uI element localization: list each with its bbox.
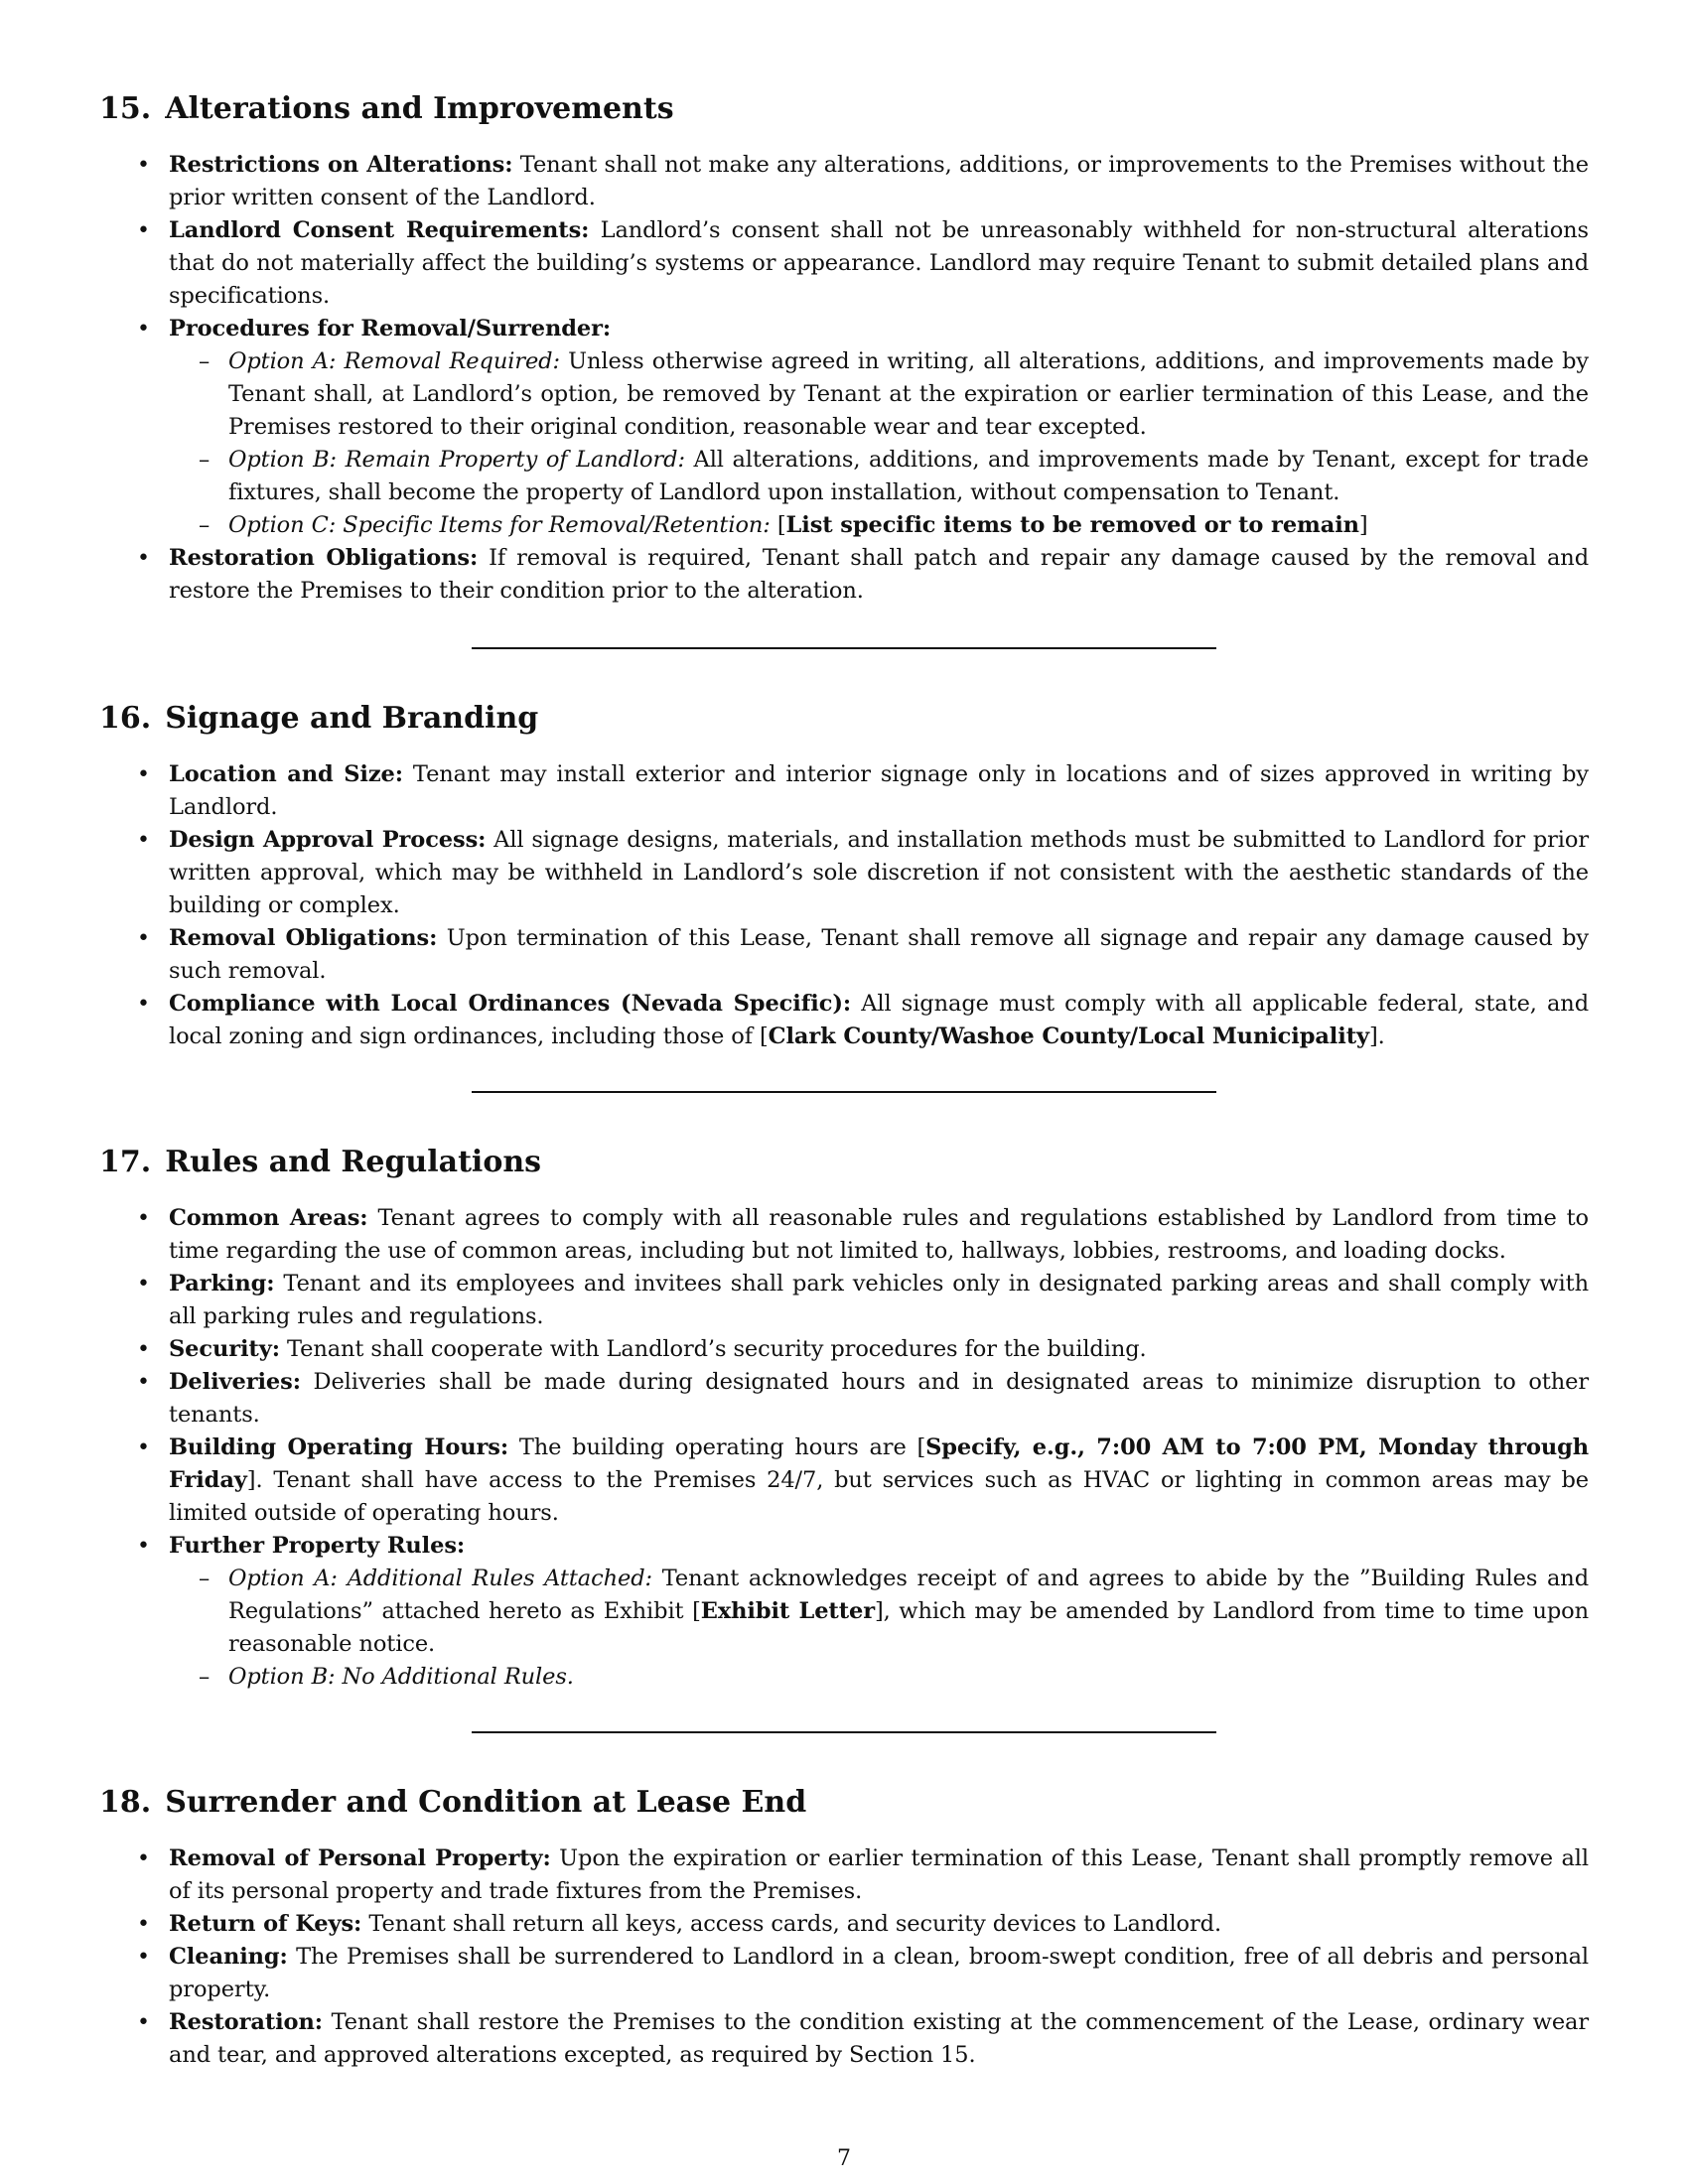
- item-text: Tenant shall restore the Premises to the condition existing at the commencement of the Lease, ordinary wear and tear, and approved alterations excepted, as required by Section 15.: [169, 2009, 1589, 2068]
- option-item: [169, 444, 1589, 509]
- document-page: [99, 91, 1589, 2072]
- list-item: [99, 2006, 1589, 2072]
- bullet-list: [99, 149, 1589, 608]
- item-text: Tenant agrees to comply with all reasonable rules and regulations established by Landlord from time to time regarding the use of common areas, including but not limited to, hallways, lobbies, restrooms, and loading docks.: [169, 1205, 1589, 1264]
- page-number: 7: [837, 2146, 851, 2171]
- item-label: Further Property Rules:: [169, 1533, 466, 1559]
- item-text: The Premises shall be surrendered to Landlord in a clean, broom-swept condition, free of all debris and personal property.: [169, 1944, 1589, 2002]
- option-label: Option B: No Additional Rules.: [228, 1664, 574, 1690]
- option-item: [169, 509, 1589, 542]
- section-heading: [99, 1785, 1589, 1821]
- option-label: Option A: Removal Required:: [228, 348, 560, 374]
- list-item: [99, 313, 1589, 542]
- item-label: Procedures for Removal/Surrender:: [169, 316, 612, 341]
- option-list: [169, 345, 1589, 542]
- option-text-after: ]: [1358, 512, 1368, 538]
- item-text: If removal is required, Tenant shall patch and repair any damage caused by the removal and restore the Premises to their condition prior to the alteration.: [169, 545, 1589, 604]
- section-heading: [99, 1145, 1589, 1180]
- item-text: All signage must comply with all applicable federal, state, and local zoning and sign ordinances, including those of [: [169, 991, 1590, 1049]
- section-heading: [99, 701, 1589, 737]
- section-16: [99, 701, 1589, 1053]
- list-item: [99, 1202, 1589, 1268]
- bullet-list: [99, 1202, 1589, 1694]
- list-item: [99, 1333, 1589, 1366]
- list-item: [99, 922, 1589, 988]
- item-text: Tenant and its employees and invitees shall park vehicles only in designated parking areas and shall comply with all parking rules and regulations.: [169, 1271, 1589, 1329]
- list-item: [99, 542, 1589, 608]
- item-label: Deliveries:: [169, 1369, 301, 1395]
- item-label: Restrictions on Alterations:: [169, 152, 513, 178]
- item-label: Building Operating Hours:: [169, 1434, 509, 1460]
- placeholder-field: Clark County/Washoe County/Local Municipality: [768, 1024, 1369, 1049]
- list-item: [99, 824, 1589, 922]
- item-label: Common Areas:: [169, 1205, 368, 1231]
- section-18: [99, 1785, 1589, 2072]
- section-15: [99, 91, 1589, 608]
- item-text-after: ].: [1368, 1024, 1385, 1049]
- option-label: Option B: Remain Property of Landlord:: [228, 447, 685, 473]
- item-label: Landlord Consent Requirements:: [169, 217, 590, 243]
- item-label: Design Approval Process:: [169, 827, 487, 853]
- item-text: Tenant may install exterior and interior signage only in locations and of sizes approved in writing by Landlord.: [169, 761, 1589, 820]
- list-item: [99, 149, 1589, 214]
- section-heading: [99, 91, 1589, 127]
- item-text: Tenant shall not make any alterations, additions, or improvements to the Premises without the prior written consent of the Landlord.: [169, 152, 1589, 210]
- section-title: Surrender and Condition at Lease End: [165, 1785, 807, 1820]
- section-number: 18.: [99, 1785, 152, 1820]
- section-number: 15.: [99, 91, 152, 126]
- item-label: Security:: [169, 1336, 280, 1362]
- section-17: [99, 1145, 1589, 1694]
- list-item: [99, 214, 1589, 313]
- item-text: Upon the expiration or earlier termination of this Lease, Tenant shall promptly remove all of its personal property and trade fixtures from the Premises.: [169, 1845, 1589, 1904]
- item-label: Location and Size:: [169, 761, 403, 787]
- item-text: All signage designs, materials, and installation methods must be submitted to Landlord for prior written approval, which may be withheld in Landlord’s sole discretion if not consistent with the aesthetic standards of the building or complex.: [169, 827, 1590, 918]
- placeholder-field: List specific items to be removed or to remain: [785, 512, 1359, 538]
- list-item: [99, 1530, 1589, 1694]
- item-label: Cleaning:: [169, 1944, 288, 1970]
- section-title: Rules and Regulations: [165, 1145, 542, 1179]
- list-item: [99, 1941, 1589, 2006]
- list-item: [99, 1366, 1589, 1432]
- section-number: 17.: [99, 1145, 152, 1179]
- placeholder-field: Exhibit Letter: [700, 1598, 875, 1624]
- bullet-list: [99, 758, 1589, 1053]
- list-item: [99, 988, 1589, 1053]
- item-label: Parking:: [169, 1271, 275, 1297]
- item-text: Tenant shall cooperate with Landlord’s security procedures for the building.: [279, 1336, 1147, 1362]
- item-label: Removal Obligations:: [169, 925, 438, 951]
- option-list: [169, 1563, 1589, 1694]
- option-item: [169, 1661, 1589, 1694]
- item-label: Restoration:: [169, 2009, 323, 2035]
- item-text-after: ]. Tenant shall have access to the Premises 24/7, but services such as HVAC or lighting in common areas may be limited outside of operating hours.: [169, 1467, 1589, 1526]
- section-title: Signage and Branding: [165, 701, 539, 736]
- item-label: Restoration Obligations:: [169, 545, 479, 571]
- section-number: 16.: [99, 701, 152, 736]
- option-text-after: ], which may be amended by Landlord from time to time upon reasonable notice.: [228, 1598, 1589, 1657]
- item-label: Return of Keys:: [169, 1911, 362, 1937]
- item-label: Removal of Personal Property:: [169, 1845, 551, 1871]
- list-item: [99, 1268, 1589, 1333]
- item-text: Tenant shall return all keys, access cards, and security devices to Landlord.: [361, 1911, 1222, 1937]
- option-item: [169, 1563, 1589, 1661]
- list-item: [99, 758, 1589, 824]
- option-label: Option A: Additional Rules Attached:: [228, 1566, 652, 1591]
- option-text: [: [770, 512, 786, 538]
- item-text: Landlord’s consent shall not be unreasonably withheld for non-structural alterations that do not materially affect the building’s systems or appearance. Landlord may require Tenant to submit detailed plans and specifications.: [169, 217, 1589, 309]
- option-text: Unless otherwise agreed in writing, all alterations, additions, and improvements made by Tenant shall, at Landlord’s option, be removed by Tenant at the expiration or earlier termination of this Lease, and the Premises restored to their original condition, reasonable wear and tear excepted.: [228, 348, 1589, 440]
- option-text: All alterations, additions, and improvements made by Tenant, except for trade fixtures, shall become the property of Landlord upon installation, without compensation to Tenant.: [228, 447, 1589, 505]
- item-text: Upon termination of this Lease, Tenant shall remove all signage and repair any damage caused by such removal.: [169, 925, 1589, 984]
- item-text: Deliveries shall be made during designated hours and in designated areas to minimize disruption to other tenants.: [169, 1369, 1589, 1428]
- list-item: [99, 1843, 1589, 1908]
- bullet-list: [99, 1843, 1589, 2072]
- item-label: Compliance with Local Ordinances (Nevada Specific):: [169, 991, 852, 1017]
- option-label: Option C: Specific Items for Removal/Retention:: [228, 512, 771, 538]
- list-item: [99, 1908, 1589, 1941]
- option-text: Tenant acknowledges receipt of and agrees to abide by the ”Building Rules and Regulations” attached hereto as Exhibit [: [228, 1566, 1589, 1624]
- placeholder-field: Specify, e.g., 7:00 AM to 7:00 PM, Monday through Friday: [169, 1434, 1589, 1493]
- item-text: The building operating hours are [: [508, 1434, 926, 1460]
- list-item: [99, 1432, 1589, 1530]
- section-title: Alterations and Improvements: [165, 91, 674, 126]
- option-item: [169, 345, 1589, 444]
